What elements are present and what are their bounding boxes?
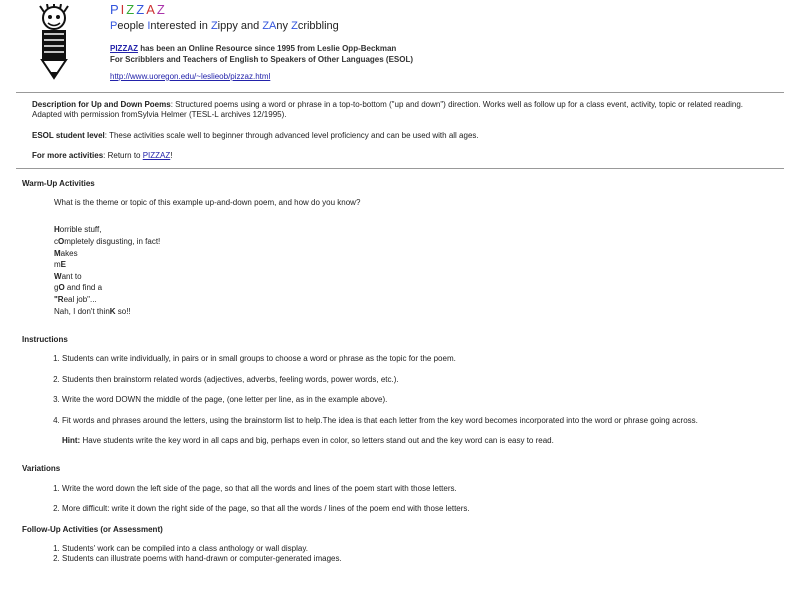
poem-line-post: and find a (64, 283, 103, 293)
site-url-link[interactable]: http://www.uoregon.edu/~leslieob/pizzaz.html (110, 71, 271, 81)
poem-line-post: so!! (115, 306, 131, 316)
subtitle-text: eople (117, 20, 148, 32)
list-item: 1. Students can write individually, in pairs or in small groups to choose a word or phrase as the topic for the poem. (62, 354, 778, 364)
subtitle-text: ippy and (217, 20, 263, 32)
poem-line (54, 271, 778, 283)
instructions-list (22, 354, 778, 426)
level-label: ESOL student level (32, 130, 105, 140)
poem-line-post: eal job"... (63, 294, 97, 304)
return-pizzaz-link[interactable]: PIZZAZ (142, 151, 171, 161)
list-item: 4. Fit words and phrases around the letters, using the brainstorm list to help.The idea is that each letter from the key word becomes incorporated into the word or phrase going across. (62, 416, 778, 426)
instructions-heading: Instructions (22, 335, 68, 345)
poem-key-letter: W (54, 271, 62, 281)
instructions-section (0, 335, 800, 446)
title-letter: Z (156, 2, 167, 17)
variations-heading: Variations (22, 464, 61, 474)
variations-section (0, 464, 800, 514)
list-item: 3. Write the word DOWN the middle of the page, (one letter per line, as in the example above). (62, 395, 778, 405)
title-letter: Z (136, 2, 147, 17)
poem-key-letter: O (58, 283, 65, 293)
followup-section (0, 525, 800, 565)
site-info-line2: For Scribblers and Teachers of English to Speakers of Other Languages (ESOL) (110, 55, 414, 65)
poem-key-letter: M (54, 248, 61, 258)
poem-line-post: mpletely disgusting, in fact! (64, 236, 161, 246)
example-poem (22, 224, 778, 317)
poem-key-letter: O (58, 236, 65, 246)
site-info-line1: has been an Online Resource since 1995 from Leslie Opp-Beckman (138, 44, 397, 53)
subtitle-initial: P (110, 20, 118, 32)
list-item: 2. Students can illustrate poems with hand-drawn or computer-generated images. (62, 554, 778, 564)
poem-line (54, 224, 778, 236)
more-label: For more activities (32, 151, 104, 161)
title-letter: A (146, 2, 157, 17)
description-label: Description for Up and Down Poems (32, 100, 171, 109)
poem-line (54, 294, 778, 306)
followup-heading: Follow-Up Activities (or Assessment) (22, 524, 163, 534)
pizzaz-link[interactable]: PIZZAZ (110, 44, 138, 53)
subtitle-text: cribbling (297, 20, 339, 32)
poem-key-letter: "R (54, 294, 64, 304)
description-text: : Structured poems using a word or phrase in a top-to-bottom ("up and down") direction. Works well as follow up for a class event, activity, topic or related reading. Adapted with permission fromSylvia Helmer (TESL-L archives 12/1995). (32, 100, 744, 120)
more-end: ! (170, 151, 173, 161)
subtitle-initial: Z (210, 20, 218, 32)
poem-line-pre: Nah, I don't thin (54, 306, 110, 316)
poem-line-pre: g (54, 283, 59, 293)
title-letter: P (110, 2, 121, 17)
hint (30, 436, 778, 446)
title-letter: Z (126, 2, 137, 17)
poem-line (54, 282, 778, 294)
poem-line (54, 259, 778, 271)
title-letter: I (120, 2, 127, 17)
subtitle-initial: ZA (262, 20, 277, 32)
poem-key-letter: K (109, 306, 116, 316)
list-item: 2. More difficult: write it down the right side of the page, so that all the words / lines of the poem end with those letters. (62, 504, 778, 514)
divider-bottom (16, 168, 784, 169)
variations-list (22, 484, 778, 515)
level-text: : These activities scale well to beginner through advanced level proficiency and can be used with all ages. (104, 130, 479, 140)
poem-line (54, 236, 778, 248)
warmup-question: What is the theme or topic of this example up-and-down poem, and how do you know? (54, 197, 361, 207)
poem-line-pre: m (54, 260, 61, 270)
poem-line-pre: c (54, 236, 58, 246)
site-subtitle (110, 19, 339, 33)
poem-key-letter: H (54, 225, 60, 235)
subtitle-initial: I (147, 20, 151, 32)
warmup-section (0, 179, 800, 318)
poem-line-post: orrible stuff, (59, 225, 102, 235)
page-header (0, 0, 800, 92)
subtitle-text: ny (276, 20, 292, 32)
poem-key-letter: E (60, 260, 67, 270)
hint-label: Hint: (62, 436, 81, 446)
pencil-mascot-logo (30, 4, 78, 80)
poem-line-post: akes (60, 248, 78, 258)
more-text: : Return to (103, 151, 143, 161)
list-item: 1. Students' work can be compiled into a class anthology or wall display. (62, 544, 778, 554)
subtitle-text: nterested in (150, 20, 211, 32)
list-item: 2. Students then brainstorm related words (adjectives, adverbs, feeling words, power words, etc.). (62, 375, 778, 385)
poem-line-post: ant to (61, 271, 82, 281)
hint-text: Have students write the key word in all caps and big, perhaps even in color, so letters stand out and the key word can is easy to read. (80, 436, 554, 446)
site-info (110, 44, 710, 83)
description-block (0, 93, 800, 168)
warmup-heading: Warm-Up Activities (22, 178, 95, 188)
subtitle-initial: Z (291, 20, 298, 32)
site-title (110, 2, 167, 19)
poem-line (54, 306, 778, 318)
followup-list (22, 544, 778, 565)
list-item: 1. Write the word down the left side of the page, so that all the words and lines of the poem start with those letters. (62, 484, 778, 494)
poem-line (54, 248, 778, 260)
